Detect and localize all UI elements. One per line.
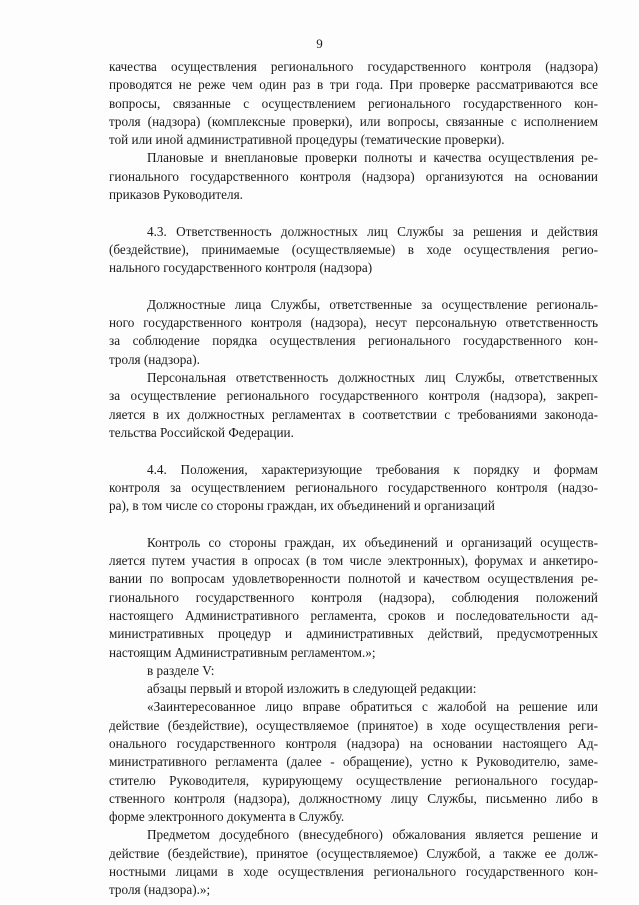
paragraph [109, 223, 598, 278]
text-line: приказов Руководителя. [109, 187, 243, 203]
paragraph [109, 296, 598, 369]
text-line: «Заинтересованное лицо вправе обратиться с жалобой на решение или [147, 699, 598, 715]
text-line: гионального государственного контроля (надзора) организуются на основании [109, 168, 598, 184]
text-line: Плановые и внеплановые проверки полноты и качества осуществления ре- [147, 150, 598, 166]
text-line: действие (бездействие), осуществляемое (принятое) в ходе осуществления реги- [109, 717, 598, 733]
text-line: 4.3. Ответственность должностных лиц Службы за решения и действия [147, 223, 598, 239]
paragraph [109, 534, 598, 662]
text-line: ляется путем участия в опросах (в том числе электронных), форумах и анкетиро- [109, 553, 598, 569]
paragraph [109, 680, 598, 698]
paragraph [109, 461, 598, 516]
paragraph [109, 369, 598, 442]
page-number: 9 [316, 36, 323, 51]
text-line: за соблюдение порядка осуществления регионального государственного кон- [109, 333, 598, 349]
text-line: ностными лицами в ходе осуществления регионального государственного кон- [109, 864, 598, 880]
text-line: ного государственного контроля (надзора), несут персональную ответственность [109, 315, 598, 331]
text-line: той или иной административной процедуры (тематические проверки). [109, 132, 505, 148]
text-line: министративных процедур и административных действий, предусмотренных [109, 626, 598, 642]
paragraph-gap [109, 278, 598, 296]
text-line: Должностные лица Службы, ответственные за осуществление региональ- [147, 296, 598, 312]
text-line: ственного контроля (надзора), должностному лицу Службы, письменно либо в [109, 790, 598, 806]
text-line: вании по вопросам удовлетворенности полнотой и качеством осуществления ре- [109, 571, 598, 587]
paragraph [109, 698, 598, 826]
text-line: Персональная ответственность должностных лиц Службы, ответственных [147, 370, 598, 386]
text-line: форме электронного документа в Службу. [109, 809, 345, 825]
text-line: абзацы первый и второй изложить в следующей редакции: [147, 681, 477, 697]
text-line: ра), в том числе со стороны граждан, их объединений и организаций [109, 498, 495, 514]
text-line: проводятся не реже чем один раз в три года. При проверке рассматриваются все [109, 77, 598, 93]
text-line: вопросы, связанные с осуществлением регионального государственного кон- [109, 95, 598, 111]
text-line: нального государственного контроля (надзора) [109, 260, 373, 276]
text-line: (бездействие), принимаемые (осуществляемые) в ходе осуществления регио- [109, 241, 598, 257]
text-line: за осуществление регионального государственного контроля (надзора), закреп- [109, 388, 598, 404]
text-line: троля (надзора). [109, 351, 200, 367]
paragraph-gap [109, 442, 598, 460]
text-line: троля (надзора) (комплексные проверки), или вопросы, связанные с исполнением [109, 113, 598, 129]
paragraph [109, 58, 598, 149]
text-line: троля (надзора).»; [109, 882, 211, 898]
paragraph [109, 826, 598, 899]
text-line: ляется в их должностных регламентах в соответствии с требованиями законода- [109, 406, 598, 422]
paragraph [109, 662, 598, 680]
paragraph-gap [109, 515, 598, 533]
text-line: в разделе V: [147, 662, 215, 678]
text-line: настоящего Административного регламента, сроков и последовательности ад- [109, 607, 598, 623]
text-line: министративного регламента (далее - обращение), устно к Руководителю, замe- [109, 754, 598, 770]
text-line: Контроль со стороны граждан, их объединений и организаций осуществ- [147, 534, 598, 550]
text-line: действие (бездействие), принятое (осуществляемое) Службой, а также ее долж- [109, 845, 598, 861]
text-line: гионального государственного контроля (надзора), соблюдения положений [109, 589, 598, 605]
text-line: 4.4. Положения, характеризующие требования к порядку и формам [147, 461, 598, 477]
text-line: тельства Российской Федерации. [109, 424, 294, 440]
text-line: качества осуществления регионального государственного контроля (надзора) [109, 59, 598, 74]
document-body [109, 58, 598, 900]
text-line: Предметом досудебного (внесудебного) обжалования является решение и [147, 827, 598, 843]
text-line: настоящим Административным регламентом.»; [109, 644, 376, 660]
paragraph-gap [109, 204, 598, 222]
paragraph [109, 149, 598, 204]
text-line: онального государственного контроля (надзора) на основании настоящего Ад- [109, 735, 598, 751]
text-line: контроля за осуществлением регионального государственного контроля (надзо- [109, 479, 598, 495]
text-line: стителю Руководителя, курирующему осуществление регионального государ- [109, 772, 598, 788]
